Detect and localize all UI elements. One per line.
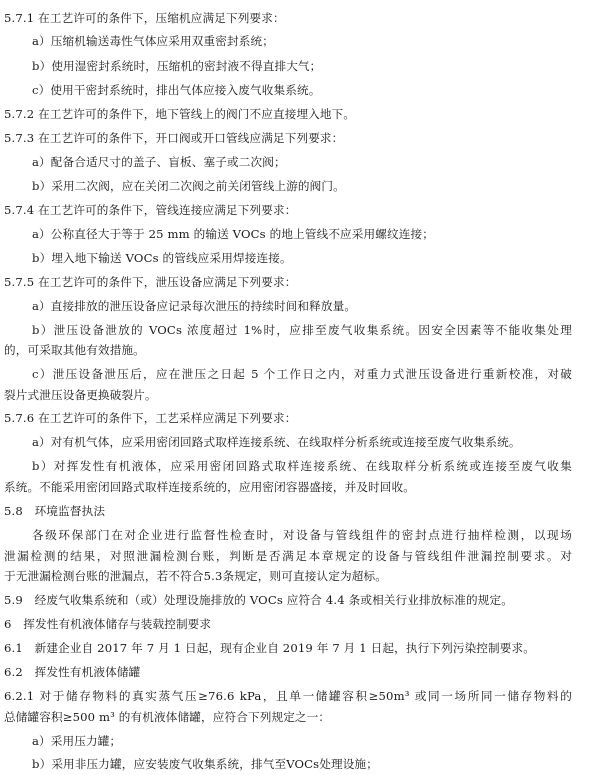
list-item: a）配备合适尺寸的盖子、盲板、塞子或二次阀； [32,155,286,169]
clause-6-2-1: 6.2.1 对于储存物料的真实蒸气压≥76.6 kPa，且单一储罐容积≥50m³ 或同一场所同一储存物料的 [4,689,572,703]
list-item: c）泄压设备泄压后，应在泄压之日起 5 个工作日之内，对重力式泄压设备进行重新校准，对破 [32,367,572,381]
clause-5-7-3: 5.7.3 在工艺许可的条件下，开口阀或开口管线应满足下列要求： [4,131,344,145]
list-item-continuation: 裂片式泄压设备更换破裂片。 [4,388,157,402]
list-item: b）使用湿密封系统时，压缩机的密封液不得直排大气； [32,59,322,73]
clause-5-7-1: 5.7.1 在工艺许可的条件下，压缩机应满足下列要求： [4,11,285,25]
clause-5-7-2: 5.7.2 在工艺许可的条件下，地下管线上的阀门不应直接埋入地下。 [4,107,356,121]
list-item: b）采用二次阀，应在关闭二次阀之前关闭管线上游的阀门。 [32,179,345,193]
list-item-continuation: 系统。不能采用密闭回路式取样连接系统的，应用密闭容器盛接，并及时回收。 [4,480,416,494]
list-item: b）采用非压力罐，应安装废气收集系统，排气至VOCs处理设施； [32,757,379,771]
paragraph: 各级环保部门在对企业进行监督性检查时，对设备与管线组件的密封点进行抽样检测，以现场 [32,528,572,542]
list-item: a）采用压力罐； [32,734,122,748]
list-item: a）公称直径大于等于 25 mm 的输送 VOCs 的地上管线不应采用螺纹连接； [32,227,435,241]
list-item: a）对有机气体，应采用密闭回路式取样连接系统、在线取样分析系统或连接至废气收集系统。 [32,435,521,449]
list-item: b）埋入地下输送 VOCs 的管线应采用焊接连接。 [32,251,292,265]
clause-5-7-5: 5.7.5 在工艺许可的条件下，泄压设备应满足下列要求： [4,275,297,289]
list-item-continuation: 的，可采取其他有效措施。 [4,343,145,357]
list-item: c）使用干密封系统时，排出气体应接入废气收集系统。 [32,83,321,97]
list-item: b）泄压设备泄放的 VOCs 浓度超过 1%时，应排至废气收集系统。因安全因素等不能收集处理 [32,323,572,337]
paragraph-continuation: 泄漏检测的结果，对照泄漏检测台账，判断是否满足本章规定的设备与管线组件泄漏控制要求。对 [4,549,572,563]
clause-5-7-4: 5.7.4 在工艺许可的条件下，管线连接应满足下列要求： [4,203,297,217]
section-heading-6-2: 6.2 挥发性有机液体储罐 [4,665,141,679]
clause-5-7-6: 5.7.6 在工艺许可的条件下，工艺采样应满足下列要求： [4,411,297,425]
section-heading-5-8: 5.8 环境监督执法 [4,504,106,518]
paragraph-continuation: 于无泄漏检测台账的泄漏点，若不符合5.3条规定，则可直接认定为超标。 [4,569,387,583]
list-item: a）直接排放的泄压设备应记录每次泄压的持续时间和释放量。 [32,299,357,313]
list-item: b）对挥发性有机液体，应采用密闭回路式取样连接系统、在线取样分析系统或连接至废气收集 [32,459,572,473]
clause-6-1: 6.1 新建企业自 2017 年 7 月 1 日起，现有企业自 2019 年 7 月 1 日起，执行下列污染控制要求。 [4,641,536,655]
clause-continuation: 总储罐容积≥500 m³ 的有机液体储罐，应符合下列规定之一： [4,710,331,724]
list-item: a）压缩机输送毒性气体应采用双重密封系统； [32,34,274,48]
chapter-heading-6: 6 挥发性有机液体储存与装载控制要求 [4,617,212,631]
clause-5-9: 5.9 经废气收集系统和（或）处理设施排放的 VOCs 应符合 4.4 条或相关行业排放标准的规定。 [4,593,513,607]
